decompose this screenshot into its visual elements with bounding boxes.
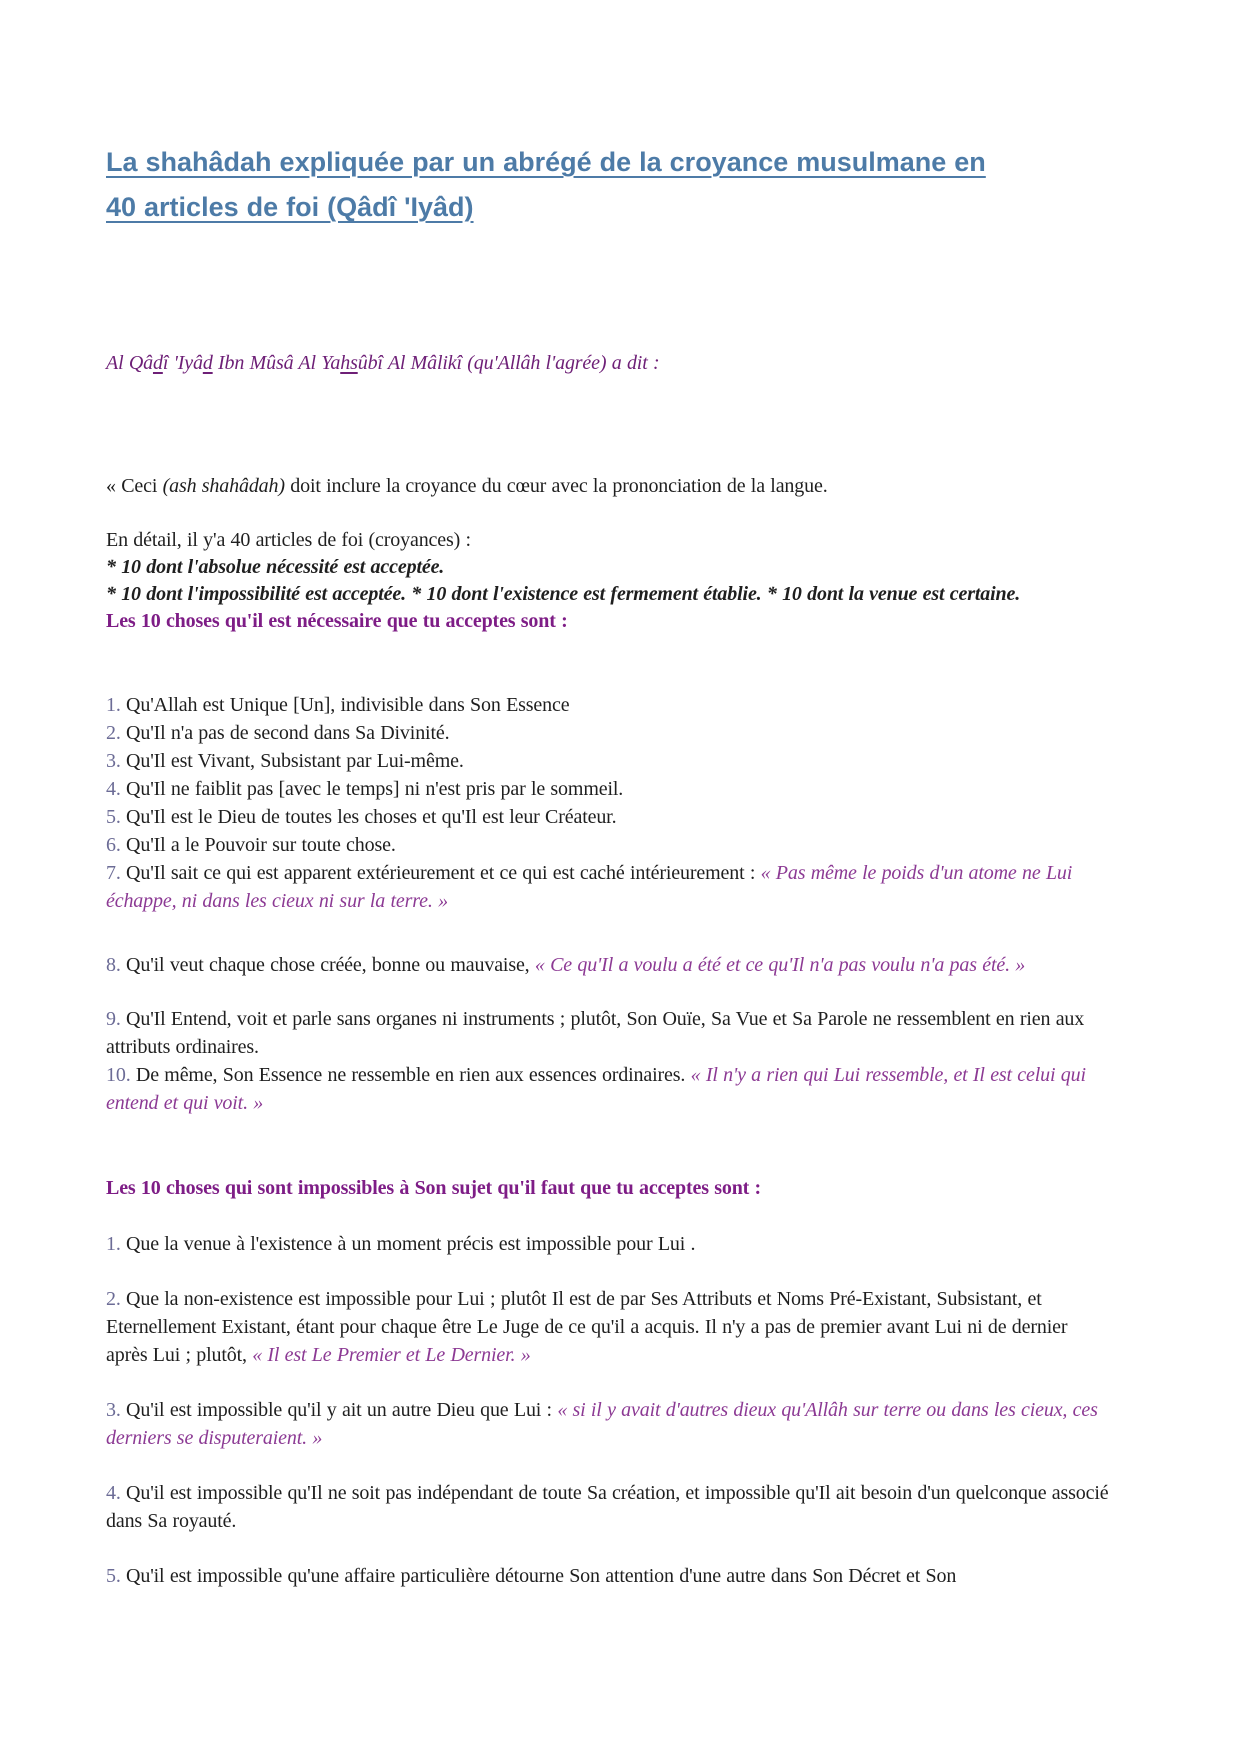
text-segment: Que la non-existence est impossible pour Lui ; plutôt Il est de par Ses Attributs et Noms Pré-Existant, Subsistant, et Eternellement Existant, étant pour chaque être Le Juge de ce qu'il a acquis. Il n'y a pas de premier avant Lui ni de dernier après Lui ; plutôt, — [106, 1288, 1068, 1366]
text-segment: d — [152, 352, 163, 374]
list-number: 4. — [106, 1482, 121, 1504]
list-number: 6. — [106, 834, 121, 856]
list1-item-2 — [106, 719, 1114, 747]
detail-paragraph — [106, 527, 1114, 554]
text-segment: De même, Son Essence ne ressemble en rien aux essences ordinaires. — [130, 1064, 691, 1086]
list1-item-9 — [106, 1005, 1114, 1061]
text-segment: * 10 dont l'impossibilité est acceptée. * 10 dont l'existence est fermement établie. * 10 dont la venue est certaine. — [106, 583, 1021, 605]
category-line-1 — [106, 554, 1114, 581]
text-segment: hs — [340, 352, 358, 374]
quote-segment: « Pas même le poids d'un atome ne Lui échappe, ni dans les cieux ni sur la terre. » — [106, 862, 1073, 912]
text-segment: Qu'Il a le Pouvoir sur toute chose. — [120, 834, 396, 856]
text-segment: doit inclure la croyance du cœur avec la prononciation de la langue. — [284, 475, 828, 497]
list-number: 1. — [106, 694, 121, 716]
text-segment: Qu'Il sait ce qui est apparent extérieurement et ce qui est caché intérieurement : — [120, 862, 761, 884]
text-segment: Qu'Il Entend, voit et parle sans organes ni instruments ; plutôt, Son Ouïe, Sa Vue et Sa Parole ne ressemblent en rien aux attributs ordinaires. — [106, 1008, 1085, 1058]
text-segment: (ash shahâdah) — [162, 475, 285, 497]
list-number: 10. — [106, 1064, 131, 1086]
list1-item-4 — [106, 775, 1114, 803]
text-segment: Qu'Il est le Dieu de toutes les choses et qu'Il est leur Créateur. — [120, 806, 617, 828]
list-number: 2. — [106, 722, 121, 744]
text-segment: Les 10 choses qui sont impossibles à Son sujet qu'il faut que tu acceptes sont : — [106, 1177, 762, 1199]
text-segment: ûbî Al Mâlikî (qu'Allâh l'agrée) a dit : — [357, 352, 660, 374]
quote-segment: « si il y avait d'autres dieux qu'Allâh sur terre ou dans les cieux, ces derniers se disputeraient. » — [106, 1399, 1098, 1449]
text-segment: Que la venue à l'existence à un moment précis est impossible pour Lui . — [120, 1233, 696, 1255]
list1-item-8 — [106, 951, 1114, 979]
list2-item-4 — [106, 1479, 1114, 1535]
category-line-2 — [106, 581, 1114, 608]
section-heading-1 — [106, 608, 1114, 635]
text-segment: Ibn Mûsâ Al Ya — [212, 352, 341, 374]
intro-paragraph — [106, 473, 1114, 500]
quote-segment: « Il est Le Premier et Le Dernier. » — [252, 1344, 531, 1366]
list1-item-3 — [106, 747, 1114, 775]
list-number: 3. — [106, 750, 121, 772]
text-segment: Les 10 choses qu'il est nécessaire que tu acceptes sont : — [106, 610, 568, 632]
list-number: 4. — [106, 778, 121, 800]
list-number: 5. — [106, 1565, 121, 1587]
list1-item-5 — [106, 803, 1114, 831]
text-segment: Al Qâ — [106, 352, 153, 374]
list2-item-1 — [106, 1230, 1114, 1258]
list-number: 5. — [106, 806, 121, 828]
text-segment: Qu'Allah est Unique [Un], indivisible dans Son Essence — [120, 694, 570, 716]
title-line: La shahâdah expliquée par un abrégé de la croyance musulmane en — [106, 147, 986, 177]
text-segment: Qu'Il n'a pas de second dans Sa Divinité. — [120, 722, 450, 744]
list2-item-3 — [106, 1396, 1114, 1452]
list2-item-2 — [106, 1285, 1114, 1369]
quote-segment: « Ce qu'Il a voulu a été et ce qu'Il n'a pas voulu n'a pas été. » — [534, 954, 1026, 976]
document-title — [106, 140, 1114, 230]
text-segment: * 10 dont l'absolue nécessité est acceptée. — [106, 556, 445, 578]
list1-item-7 — [106, 859, 1114, 915]
text-segment: En détail, il y'a 40 articles de foi (croyances) : — [106, 529, 471, 551]
list1-item-6 — [106, 831, 1114, 859]
text-segment: d — [202, 352, 213, 374]
text-segment: Qu'Il est Vivant, Subsistant par Lui-même. — [120, 750, 464, 772]
text-segment: « Ceci — [106, 475, 163, 497]
list-number: 9. — [106, 1008, 121, 1030]
list-number: 7. — [106, 862, 121, 884]
list1-item-10 — [106, 1061, 1114, 1117]
text-segment: Qu'il est impossible qu'il y ait un autre Dieu que Lui : — [120, 1399, 558, 1421]
author-line — [106, 350, 1114, 377]
list-number: 3. — [106, 1399, 121, 1421]
text-segment: î 'Iyâ — [162, 352, 203, 374]
title-line: 40 articles de foi (Qâdî 'Iyâd) — [106, 192, 474, 222]
section-heading-2 — [106, 1175, 1114, 1202]
text-segment: Qu'il est impossible qu'une affaire particulière détourne Son attention d'une autre dans Son Décret et Son — [120, 1565, 957, 1587]
list-number: 2. — [106, 1288, 121, 1310]
list2-item-5 — [106, 1562, 1114, 1590]
list-number: 8. — [106, 954, 121, 976]
text-segment: Qu'Il ne faiblit pas [avec le temps] ni n'est pris par le sommeil. — [120, 778, 624, 800]
list1-item-1 — [106, 691, 1114, 719]
document-body — [106, 0, 1114, 1590]
quote-segment: « Il n'y a rien qui Lui ressemble, et Il est celui qui entend et qui voit. » — [106, 1064, 1086, 1114]
list-number: 1. — [106, 1233, 121, 1255]
text-segment: Qu'il est impossible qu'Il ne soit pas indépendant de toute Sa création, et impossible qu'Il ait besoin d'un quelconque associé dans Sa royauté. — [106, 1482, 1109, 1532]
text-segment: Qu'il veut chaque chose créée, bonne ou mauvaise, — [120, 954, 535, 976]
